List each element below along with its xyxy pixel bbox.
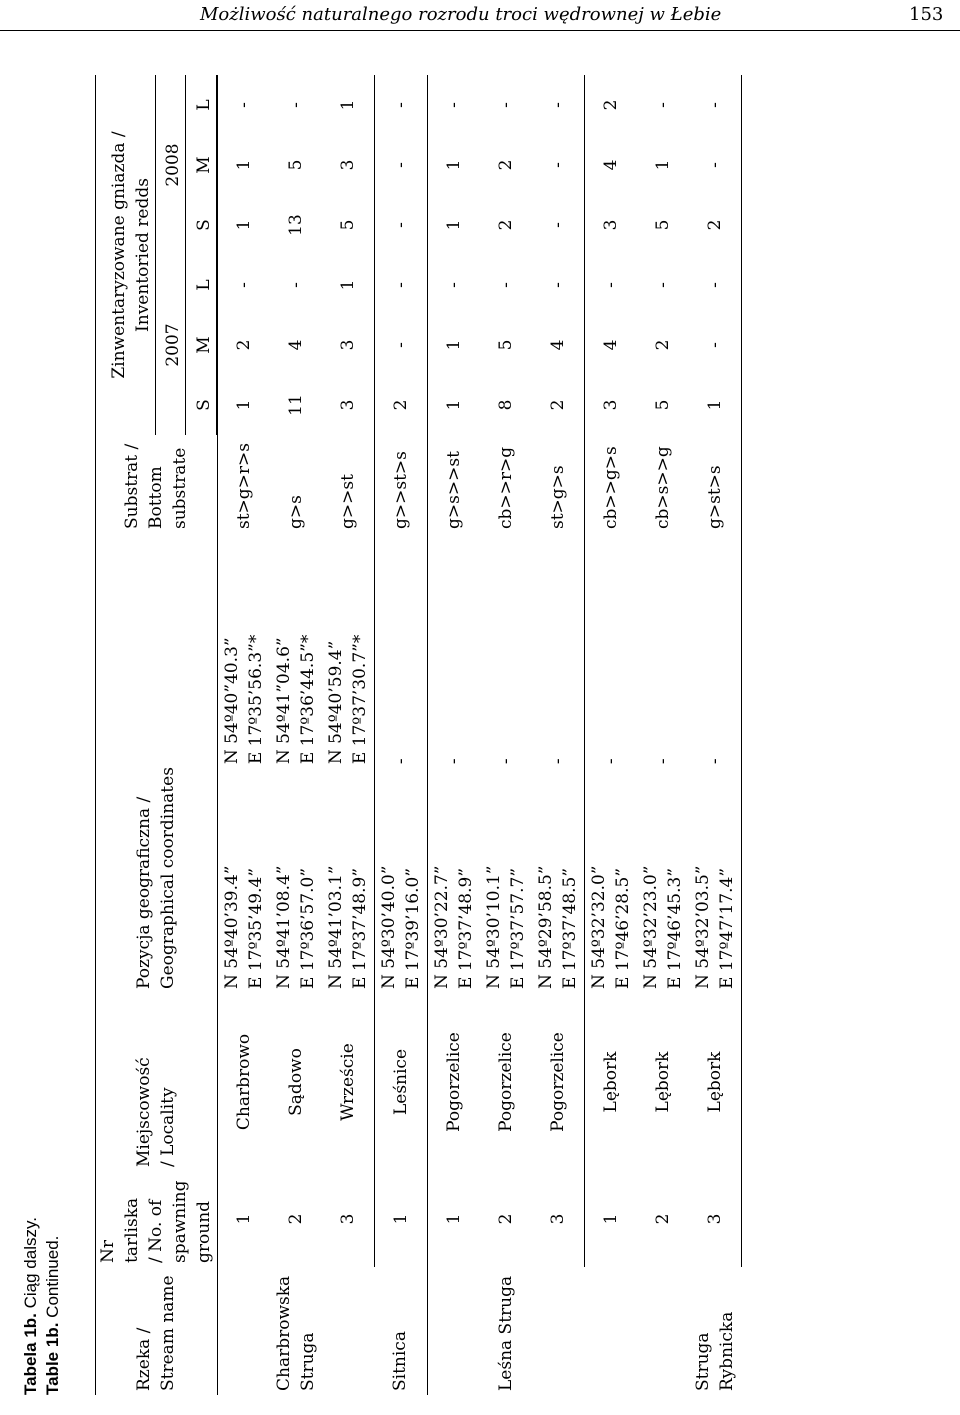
caption-pl-text: Ciąg dalszy. [21,1217,40,1309]
spawning-ground-no: 3 [689,1171,742,1267]
header-class-l-2007: L [186,255,216,315]
table-row [270,75,322,1395]
redds-l-2008: - [689,75,742,135]
end-coordinates: - [443,758,464,765]
header-stream: Rzeka / Stream name [96,1267,217,1395]
redds-m-2008: 5 [285,159,306,171]
redds-s-2007: 3 [322,375,375,435]
redds-s-2008: 5 [322,195,375,255]
substrate: st>g>r>s [233,442,254,529]
redds-s-2007: 5 [652,399,673,411]
locality: Leśnice [374,993,427,1171]
header-locality: Miejscowość / Locality [96,993,217,1171]
redds-s-2008: 13 [285,214,306,236]
header-redds: Zinwentaryzowane gniazda / Inventoried redds [96,75,156,435]
running-title: Możliwość naturalnego rozrodu troci wędrownej w Łebie [200,4,722,25]
spawning-ground-no: 1 [233,1213,254,1225]
start-coordinates: N 54º30’40.0” E 17º39’16.0” [374,768,427,993]
end-coordinates: N 54º40’59.4” E 17º37’30.7”* [322,533,375,768]
redds-s-2008: 3 [600,219,621,231]
redds-l-2007: - [233,282,254,288]
locality: Sądowo [285,1048,306,1116]
redds-l-2007: - [532,255,585,315]
substrate: g>s [285,495,306,529]
end-coordinates: - [374,533,427,768]
header-class-l-2008: L [186,75,216,135]
redds-s-2007: 3 [600,399,621,411]
caption-en-label: Table 1b. [43,1322,62,1395]
redds-s-2008: 2 [689,195,742,255]
end-coordinates: - [495,758,516,765]
redds-l-2008: 2 [600,99,621,111]
spawning-ground-no: 2 [652,1213,673,1225]
redds-l-2007: - [443,282,464,288]
redds-s-2007: 2 [532,375,585,435]
spawning-ground-no: 2 [285,1213,306,1225]
locality: Pogorzelice [495,1032,516,1132]
header-coordinates: Pozycja geograficzna / Geographical coordinates [96,533,217,993]
redds-l-2007: - [495,282,516,288]
locality: Lębork [689,993,742,1171]
redds-l-2008: - [652,102,673,108]
header-class-m-2008: M [186,135,216,195]
redds-l-2008: - [233,102,254,108]
table-row [427,75,480,1395]
redds-l-2007: - [652,282,673,288]
rotated-table-page [20,70,885,1395]
substrate: cb>s>>g [652,446,673,529]
table-row [584,75,637,1395]
end-coordinates: - [532,533,585,768]
redds-table [95,75,742,1395]
locality: Lębork [600,1051,621,1113]
redds-l-2008: - [374,75,427,135]
redds-s-2007: 11 [285,394,306,416]
caption-pl-label: Tabela 1b. [21,1313,40,1395]
start-coordinates: N 54º40’39.4” E 17º35’49.4” [221,865,266,989]
redds-m-2008: - [689,135,742,195]
redds-m-2007: 1 [443,339,464,351]
start-coordinates: N 54º32’03.5” E 17º47’17.4” [689,768,742,993]
locality: Wrzeście [322,993,375,1171]
redds-s-2007: 2 [374,375,427,435]
table-caption [20,1217,64,1395]
end-coordinates: - [652,758,673,765]
header-class-s-2007: S [186,375,216,435]
start-coordinates: N 54º29’58.5” E 17º37’48.5” [532,768,585,993]
table-row [374,75,427,1395]
spawning-ground-no: 3 [322,1171,375,1267]
redds-m-2007: 2 [652,339,673,351]
start-coordinates: N 54º41’08.4” E 17º36’57.0” [273,865,318,989]
redds-m-2007: 2 [233,339,254,351]
start-coordinates: N 54º41’03.1” E 17º37’48.9” [322,768,375,993]
substrate: g>>st [322,435,375,533]
redds-l-2007: 1 [322,255,375,315]
redds-l-2007: - [374,255,427,315]
substrate: cb>>r>g [495,446,516,529]
end-coordinates: N 54º41”04.6” E 17º36’44.5”* [273,634,318,765]
redds-m-2007: - [689,315,742,375]
redds-m-2007: - [374,315,427,375]
redds-l-2007: - [285,282,306,288]
header-class-m-2007: M [186,315,216,375]
table-row [322,75,375,1395]
substrate: g>st>s [689,435,742,533]
redds-l-2008: - [495,102,516,108]
stream-name: Struga Rybnicka [693,1311,737,1391]
spawning-ground-no: 1 [600,1213,621,1225]
redds-s-2008: - [532,195,585,255]
locality: Pogorzelice [532,993,585,1171]
redds-s-2008: 2 [495,219,516,231]
redds-m-2008: 4 [600,159,621,171]
locality: Lębork [652,1051,673,1113]
substrate: g>s>>st [443,451,464,529]
stream-name: Leśna Struga [495,1275,516,1391]
start-coordinates: N 54º32’32.0” E 17º46’28.5” [588,865,633,989]
spawning-ground-no: 1 [374,1171,427,1267]
end-coordinates: - [600,758,621,765]
redds-m-2008: 1 [233,159,254,171]
redds-l-2007: - [600,282,621,288]
redds-s-2008: 1 [233,219,254,231]
table-row [689,75,742,1395]
substrate: cb>>g>s [600,446,621,529]
substrate: g>>st>s [374,435,427,533]
page-number: 153 [909,4,944,25]
table-row [480,75,532,1395]
end-coordinates: N 54º40”40.3” E 17º35’56.3”* [221,634,266,765]
redds-l-2008: - [443,102,464,108]
redds-m-2008: - [374,135,427,195]
spawning-ground-no: 3 [532,1171,585,1267]
redds-s-2007: 8 [495,399,516,411]
start-coordinates: N 54º30’10.1” E 17º37’57.7” [483,865,528,989]
redds-s-2008: - [374,195,427,255]
redds-s-2008: 5 [652,219,673,231]
redds-m-2007: 4 [600,339,621,351]
end-coordinates: - [689,533,742,768]
locality: Pogorzelice [443,1032,464,1132]
redds-s-2007: 1 [443,399,464,411]
redds-m-2007: 4 [285,339,306,351]
redds-m-2007: 4 [532,315,585,375]
redds-s-2007: 1 [233,399,254,411]
spawning-ground-no: 2 [495,1213,516,1225]
substrate: st>g>s [532,435,585,533]
stream-name: Charbrowska Struga [273,1275,318,1391]
locality: Charbrowo [233,1033,254,1131]
redds-l-2008: - [285,102,306,108]
table-row [532,75,585,1395]
header-class-s-2008: S [186,195,216,255]
redds-m-2008: 1 [443,159,464,171]
header-year-2007: 2007 [155,255,185,435]
redds-m-2008: - [532,135,585,195]
running-header [0,0,960,31]
stream-name: Sitnica [374,1267,427,1395]
redds-m-2007: 5 [495,339,516,351]
redds-l-2008: - [532,75,585,135]
redds-l-2007: - [689,255,742,315]
spawning-ground-no: 1 [443,1213,464,1225]
start-coordinates: N 54º30’22.7” E 17º37’48.9” [431,865,476,989]
table-row [637,75,689,1395]
header-spawning-no: Nr tarliska / No. of spawning ground [96,1171,217,1267]
redds-m-2008: 1 [652,159,673,171]
redds-m-2007: 3 [322,315,375,375]
redds-m-2008: 3 [322,135,375,195]
redds-s-2008: 1 [443,219,464,231]
redds-l-2008: 1 [322,75,375,135]
caption-en-text: Continued. [43,1235,62,1318]
start-coordinates: N 54º32’23.0” E 17º46’45.3” [640,865,685,989]
redds-m-2008: 2 [495,159,516,171]
table-row [217,75,270,1395]
header-year-2008: 2008 [155,75,185,255]
redds-s-2007: 1 [689,375,742,435]
header-substrate: Substrat / Bottom substrate [96,435,217,533]
